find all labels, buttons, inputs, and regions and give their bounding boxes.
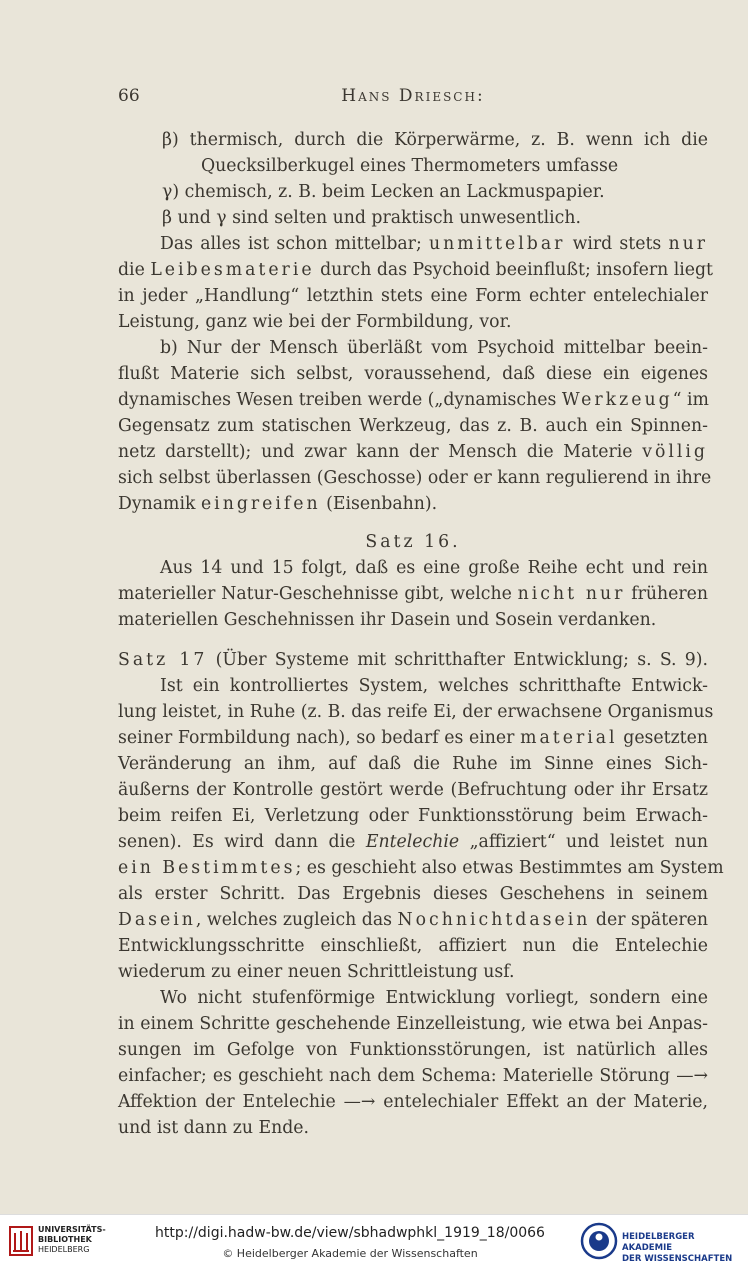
page-number: 66 (118, 86, 140, 106)
text-line: dynamisches Wesen treiben werde („dynamisches Werkzeug“ im (118, 390, 709, 410)
text-line: beim reifen Ei, Verletzung oder Funktionsstörung beim Erwach- (118, 806, 708, 826)
text-line: materieller Natur-Geschehnisse gibt, welche nicht nur früheren (118, 584, 708, 604)
text-line: äußerns der Kontrolle gestört werde (Befruchtung oder ihr Ersatz (118, 780, 708, 800)
text-line: flußt Materie sich selbst, voraussehend, daß diese ein eigenes (118, 364, 708, 384)
text-line: und ist dann zu Ende. (118, 1118, 310, 1138)
text-line: seiner Formbildung nach), so bedarf es einer material gesetzten (118, 728, 708, 748)
page-body (118, 127, 724, 1141)
text-line: Wo nicht stufenförmige Entwicklung vorliegt, sondern eine (160, 988, 708, 1008)
text-line: Das alles ist schon mittelbar; unmittelbar wird stets nur (160, 234, 708, 254)
running-header (118, 86, 708, 110)
spaced-emphasis: eingreifen (200, 494, 321, 514)
academy-logo[interactable]: HEIDELBERGER AKADEMIE DER WISSENSCHAFTEN (578, 1221, 746, 1261)
spaced-emphasis: Nochnichtdasein (397, 910, 591, 930)
text-line: Leistung, ganz wie bei der Formbildung, vor. (118, 312, 512, 332)
text-line: Gegensatz zum statischen Werkzeug, das z. B. auch ein Spinnen- (118, 416, 708, 436)
spaced-emphasis: nur (668, 234, 708, 254)
spaced-emphasis: nicht nur (517, 584, 626, 604)
spaced-emphasis: ein Bestimmtes (118, 858, 296, 878)
spaced-emphasis: unmittelbar (428, 234, 566, 254)
spaced-emphasis: material (520, 728, 618, 748)
text-line: sich selbst überlassen (Geschosse) oder er kann regulierend in ihre (118, 468, 712, 488)
text-line: Affektion der Entelechie —→ entelechialer Effekt an der Materie, (118, 1092, 708, 1112)
text-line: Aus 14 und 15 folgt, daß es eine große Reihe echt und rein (160, 558, 708, 578)
section-heading: Satz 17 (Über Systeme mit schritthafter Entwicklung; s. S. 9). (118, 650, 708, 670)
text-line: sungen im Gefolge von Funktionsstörungen, ist natürlich alles (118, 1040, 708, 1060)
copyright-notice: © Heidelberger Akademie der Wissenschaften (222, 1247, 478, 1260)
text-line: Quecksilberkugel eines Thermometers umfasse (201, 156, 619, 176)
spaced-emphasis: Leibesmaterie (150, 260, 315, 280)
text-line: ein Bestimmtes; es geschieht also etwas Bestimmtes am System (118, 858, 724, 878)
university-library-logo[interactable]: UNIVERSITÄTS- BIBLIOTHEK HEIDELBERG (8, 1223, 148, 1259)
spaced-emphasis: Dasein (118, 910, 196, 930)
text-line: einfacher; es geschieht nach dem Schema: Materielle Störung —→ (118, 1066, 708, 1086)
text-line: γ) chemisch, z. B. beim Lecken an Lackmuspapier. (162, 182, 605, 202)
text-line: die Leibesmaterie durch das Psychoid beeinflußt; insofern liegt (118, 260, 714, 280)
text-line: materiellen Geschehnissen ihr Dasein und Sosein verdanken. (118, 610, 657, 630)
text-line: in jeder „Handlung“ letzthin stets eine Form echter entelechialer (118, 286, 708, 306)
academy-seal-icon (580, 1222, 618, 1260)
spaced-emphasis: Werkzeug (561, 390, 673, 410)
text-line: Veränderung an ihm, auf daß die Ruhe im Sinne eines Sich- (118, 754, 708, 774)
spaced-emphasis: völlig (642, 442, 708, 462)
text-line: in einem Schritte geschehende Einzelleistung, wie etwa bei Anpas- (118, 1014, 708, 1034)
text-line: b) Nur der Mensch überläßt vom Psychoid mittelbar beein- (160, 338, 708, 358)
library-seal-icon (8, 1225, 34, 1257)
running-title: Hans Driesch: (341, 86, 485, 106)
italic-emphasis: Entelechie (365, 832, 460, 852)
text-line: Dynamik eingreifen (Eisenbahn). (118, 494, 438, 514)
text-line: Entwicklungsschritte einschließt, affiziert nun die Entelechie (118, 936, 708, 956)
text-line: senen). Es wird dann die Entelechie „affiziert“ und leistet nun (118, 832, 708, 852)
text-line: lung leistet, in Ruhe (z. B. das reife Ei, der erwachsene Organismus (118, 702, 714, 722)
section-heading: Satz 16. (365, 532, 461, 552)
text-line: Dasein, welches zugleich das Nochnichtdasein der späteren (118, 910, 708, 930)
text-line: als erster Schritt. Das Ergebnis dieses Geschehens in seinem (118, 884, 708, 904)
text-line: wiederum zu einer neuen Schrittleistung usf. (118, 962, 515, 982)
text-line: β und γ sind selten und praktisch unwesentlich. (162, 208, 581, 228)
text-line: β) thermisch, durch die Körperwärme, z. B. wenn ich die (162, 130, 708, 150)
footer-bar (0, 1214, 748, 1266)
permalink-url[interactable]: http://digi.hadw-bw.de/view/sbhadwphkl_1919_18/0066 (155, 1225, 545, 1241)
text-line: Ist ein kontrolliertes System, welches schritthafte Entwick- (160, 676, 708, 696)
text-line: netz darstellt); und zwar kann der Mensch die Materie völlig (118, 442, 708, 462)
